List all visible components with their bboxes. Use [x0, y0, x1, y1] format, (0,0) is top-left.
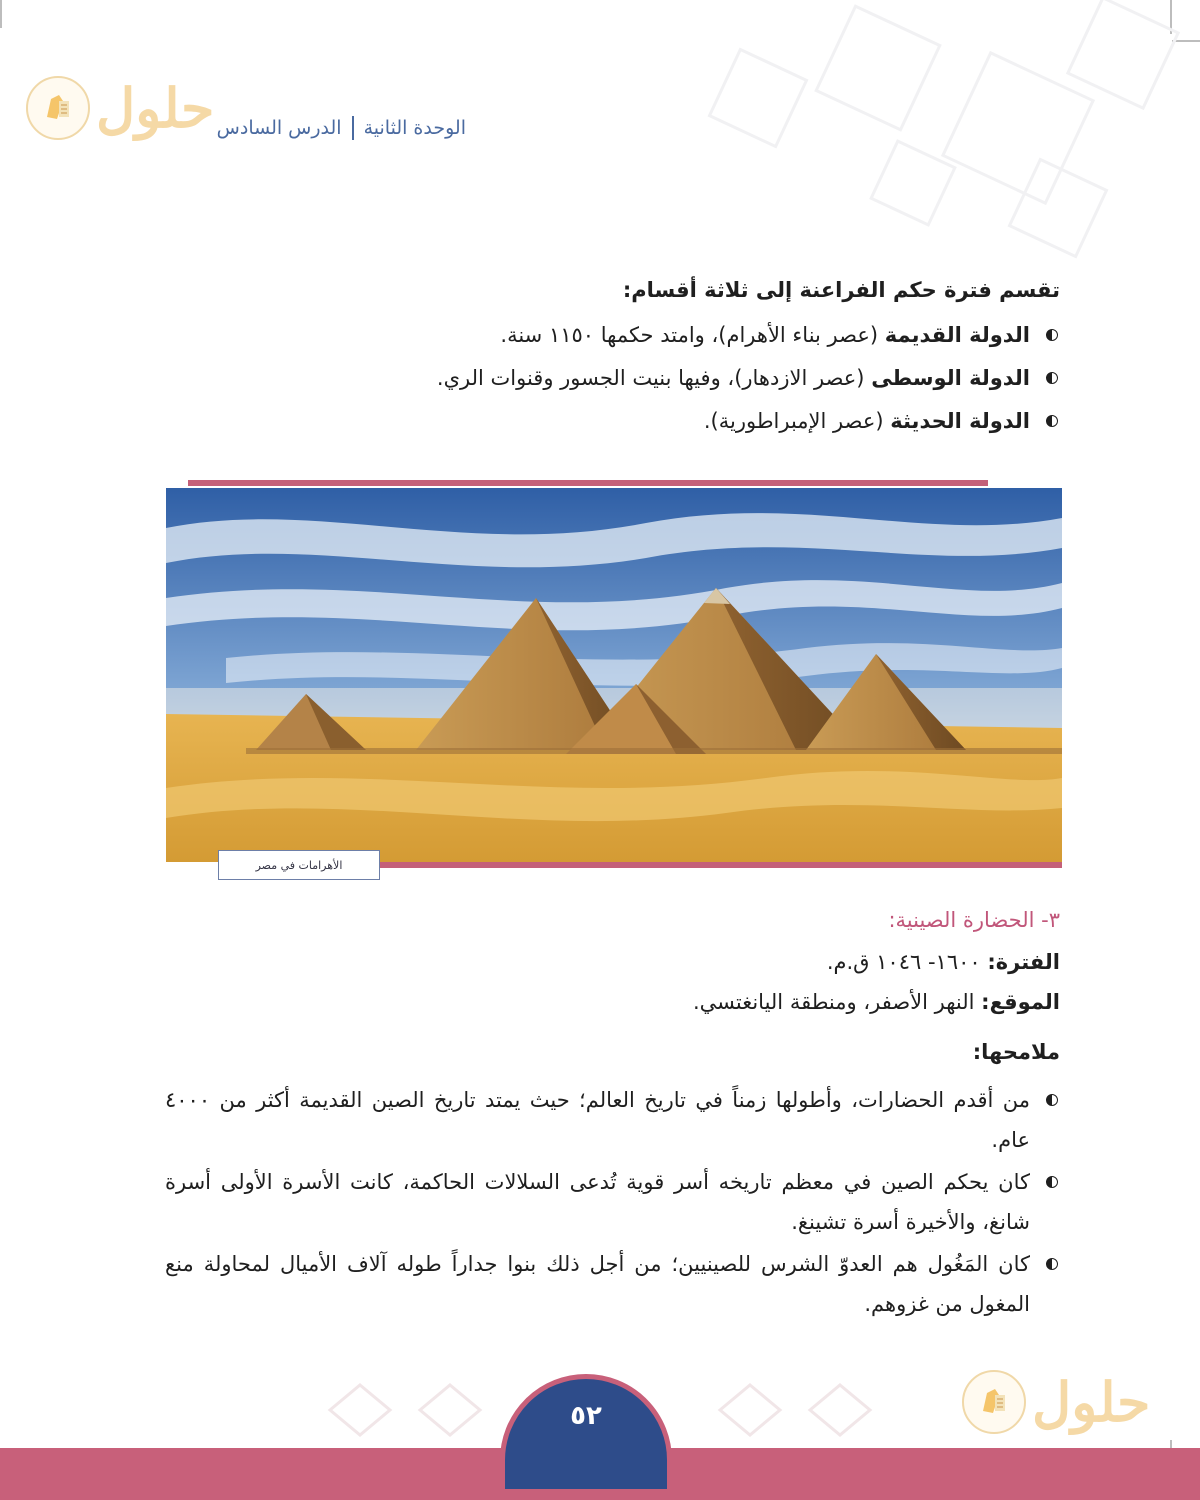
period-row	[827, 950, 1060, 974]
location-row	[693, 990, 1060, 1014]
list-item	[160, 320, 1060, 350]
decorative-square	[708, 48, 809, 149]
photo-caption: الأهرامات في مصر	[218, 850, 380, 880]
pencil-book-icon	[26, 76, 90, 140]
location-label: الموقع:	[981, 990, 1060, 1014]
list-item: من أقدم الحضارات، وأطولها زمناً في تاريخ العالم؛ حيث يمتد تاريخ الصين القديمة أكثر من ٤٠٠٠ عام.	[165, 1080, 1060, 1160]
unit-label: الوحدة الثانية	[363, 117, 466, 139]
list-item	[160, 406, 1060, 436]
section-title: ٣- الحضارة الصينية:	[888, 908, 1060, 932]
watermark-text: حلول	[1032, 1370, 1151, 1434]
lesson-label: الدرس السادس	[216, 117, 342, 139]
features-title: ملامحها:	[972, 1040, 1060, 1064]
period-term: الدولة الوسطى	[871, 366, 1030, 390]
list-item	[160, 363, 1060, 393]
features-list	[165, 1080, 1060, 1326]
period-desc: (عصر الازدهار)، وفيها بنيت الجسور وقنوات الري.	[436, 366, 865, 390]
pencil-book-icon	[962, 1370, 1026, 1434]
period-desc: (عصر الإمبراطورية).	[703, 409, 884, 433]
period-desc: (عصر بناء الأهرام)، وامتد حكمها ١١٥٠ سنة.	[500, 323, 879, 347]
pharaoh-intro: تقسم فترة حكم الفراعنة إلى ثلاثة أقسام:	[622, 278, 1060, 302]
location-value: النهر الأصفر، ومنطقة اليانغتسي.	[692, 990, 975, 1014]
pyramids-figure	[166, 478, 1062, 878]
pyramids-photo	[166, 488, 1062, 862]
period-value: ١٦٠٠- ١٠٤٦ ق.م.	[826, 950, 981, 974]
crop-mark	[0, 0, 2, 28]
period-term: الدولة القديمة	[884, 323, 1030, 347]
page-number: ٥٢	[570, 1401, 602, 1431]
figure-accent-bar	[188, 480, 988, 486]
period-term: الدولة الحديثة	[890, 409, 1030, 433]
period-label: الفترة:	[987, 950, 1060, 974]
unit-lesson-header	[166, 116, 466, 140]
pharaoh-periods-list	[160, 320, 1060, 449]
decorative-square	[814, 4, 942, 132]
watermark-logo	[962, 1370, 1150, 1434]
header-divider	[352, 116, 354, 140]
list-item: كان يحكم الصين في معظم تاريخه أسر قوية تُدعى السلالات الحاكمة، كانت الأسرة الأولى أسرة شانغ، والأخيرة أسرة تشينغ.	[165, 1162, 1060, 1242]
list-item: كان المَغُول هم العدوّ الشرس للصينيين؛ من أجل ذلك بنوا جداراً طوله آلاف الأميال لمحاولة منع المغول من غزوهم.	[165, 1244, 1060, 1324]
figure-accent-bar	[376, 862, 1062, 868]
watermark-text: حلول	[96, 76, 215, 140]
